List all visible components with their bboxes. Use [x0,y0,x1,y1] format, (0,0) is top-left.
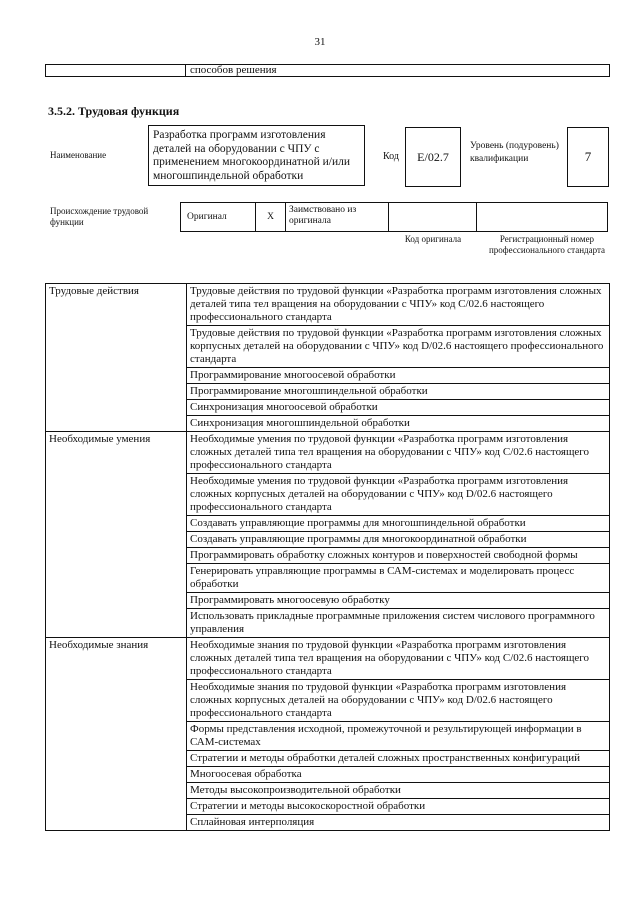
section-title: 3.5.2. Трудовая функция [48,104,180,118]
table-row [46,284,610,326]
item-cell: Синхронизация многоосевой обработки [187,400,610,416]
item-cell: Сплайновая интерполяция [187,815,610,831]
qualification-level-box: 7 [567,127,609,187]
item-cell: Программировать многоосевую обработку [187,593,610,609]
category-cell: Необходимые умения [46,432,187,638]
category-cell: Необходимые знания [46,638,187,831]
item-cell: Трудовые действия по трудовой функции «Разработка программ изготовления сложных деталей типа тел вращения на оборудовании с ЧПУ» код С/02.6 настоящего профессионального стандарта [187,284,610,326]
item-cell: Создавать управляющие программы для многокоординатной обработки [187,532,610,548]
item-cell: Формы представления исходной, промежуточной и результирующей информации в САМ-системах [187,722,610,751]
origin-label: Происхождение трудовой функции [50,206,149,227]
code-caption: Код оригинала [404,234,462,244]
item-cell: Генерировать управляющие программы в САМ-системах и моделировать процесс обработки [187,564,610,593]
continuation-empty-cell [46,65,186,76]
borrowed-label: Заимствовано из оригинала [286,203,389,231]
item-cell: Стратегии и методы обработки деталей сложных пространственных конфигураций [187,751,610,767]
item-cell: Создавать управляющие программы для многошпиндельной обработки [187,516,610,532]
function-code-box: E/02.7 [405,127,461,187]
item-cell: Использовать прикладные программные приложения систем числового программного управления [187,609,610,638]
item-cell: Программирование многоосевой обработки [187,368,610,384]
item-cell: Необходимые умения по трудовой функции «Разработка программ изготовления сложных корпусных деталей на оборудовании с ЧПУ» код D/02.6 настоящего профессионального стандарта [187,474,610,516]
original-label: Оригинал [181,203,256,231]
original-code-cell [389,203,477,231]
function-details-table [45,283,610,831]
original-mark: X [256,203,286,231]
item-cell: Программировать обработку сложных контуров и поверхностей свободной формы [187,548,610,564]
name-label: Наименование [50,150,107,160]
item-cell: Необходимые знания по трудовой функции «Разработка программ изготовления сложных корпусных деталей на оборудовании с ЧПУ» код D/02.6 настоящего профессионального стандарта [187,680,610,722]
level-label: Уровень (подуровень) квалификации [470,141,559,164]
continuation-table [45,64,610,77]
item-cell: Многоосевая обработка [187,767,610,783]
code-label: Код [383,151,399,162]
item-cell: Программирование многошпиндельной обработки [187,384,610,400]
item-cell: Необходимые знания по трудовой функции «Разработка программ изготовления сложных деталей типа тел вращения на оборудовании с ЧПУ» код С/02.6 настоящего профессионального стандарта [187,638,610,680]
table-row [46,638,610,680]
table-row [46,432,610,474]
registration-number-cell [477,203,607,231]
item-cell: Необходимые умения по трудовой функции «Разработка программ изготовления сложных деталей типа тел вращения на оборудовании с ЧПУ» код С/02.6 настоящего профессионального стандарта [187,432,610,474]
continuation-text: способов решения [190,64,277,76]
item-cell: Стратегии и методы высокоскоростной обработки [187,799,610,815]
registration-caption: Регистрационный номер профессионального стандарта [488,234,606,255]
page-number: 31 [314,36,326,48]
item-cell: Трудовые действия по трудовой функции «Разработка программ изготовления сложных корпусных деталей на оборудовании с ЧПУ» код D/02.6 настоящего профессионального стандарта [187,326,610,368]
origin-table [180,202,608,232]
category-cell: Трудовые действия [46,284,187,432]
function-name-box: Разработка программ изготовления деталей на оборудовании с ЧПУ с применением многокоординатной и/или многошпиндельной обработки [148,125,365,186]
item-cell: Методы высокопроизводительной обработки [187,783,610,799]
item-cell: Синхронизация многошпиндельной обработки [187,416,610,432]
